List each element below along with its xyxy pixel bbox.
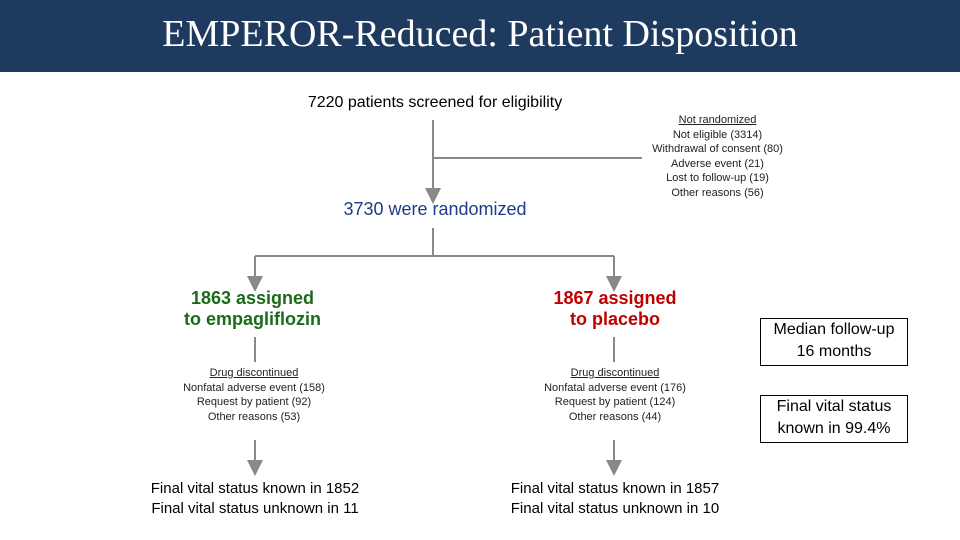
empagliflozin-vital-unknown: Final vital status unknown in 11 — [151, 500, 359, 517]
placebo-discontinued-reason: Other reasons (44) — [568, 410, 662, 423]
not-randomized-reason: Adverse event (21) — [671, 157, 764, 170]
not-randomized-reason: Lost to follow-up (19) — [666, 172, 769, 184]
page-title: EMPEROR-Reduced: Patient Disposition — [162, 13, 798, 55]
final-vital-status-box — [760, 395, 908, 443]
placebo-assigned-line2: to placebo — [569, 309, 660, 329]
empagliflozin-discontinued-reason: Nonfatal adverse event (158) — [183, 381, 325, 394]
not-randomized-block — [630, 113, 805, 200]
placebo-assigned — [520, 288, 710, 330]
randomized-label: 3730 were randomized — [343, 199, 527, 219]
placebo-final-status — [485, 479, 745, 519]
placebo-discontinued-heading: Drug discontinued — [570, 367, 660, 379]
empagliflozin-discontinued — [160, 366, 348, 424]
empagliflozin-assigned-line2: to empagliflozin — [184, 309, 321, 329]
final-vital-status-line2: known in 99.4% — [777, 420, 891, 437]
empagliflozin-discontinued-reason: Other reasons (53) — [207, 410, 301, 423]
empagliflozin-assigned-line1: 1863 assigned — [190, 288, 315, 308]
empagliflozin-discontinued-reason: Request by patient (92) — [196, 396, 312, 408]
placebo-vital-known: Final vital status known in 1857 — [510, 480, 720, 497]
empagliflozin-vital-known: Final vital status known in 1852 — [150, 480, 360, 497]
placebo-assigned-line1: 1867 assigned — [553, 288, 677, 308]
placebo-discontinued-reason: Nonfatal adverse event (176) — [544, 381, 686, 394]
not-randomized-reason: Withdrawal of consent (80) — [652, 143, 783, 155]
placebo-vital-unknown: Final vital status unknown in 10 — [510, 500, 720, 517]
placebo-discontinued — [520, 366, 710, 424]
empagliflozin-final-status — [125, 479, 385, 519]
final-vital-status-line1: Final vital status — [776, 398, 892, 415]
empagliflozin-discontinued-heading: Drug discontinued — [209, 367, 299, 379]
median-follow-up-line2: 16 months — [796, 343, 872, 360]
empagliflozin-assigned — [160, 288, 345, 330]
screened-label: 7220 patients screened for eligibility — [307, 94, 563, 111]
median-follow-up-box — [760, 318, 908, 366]
placebo-discontinued-reason: Request by patient (124) — [554, 396, 676, 408]
not-randomized-heading: Not randomized — [678, 114, 757, 126]
not-randomized-reason: Other reasons (56) — [671, 186, 764, 199]
median-follow-up-line1: Median follow-up — [773, 321, 895, 338]
not-randomized-reason: Not eligible (3314) — [672, 128, 763, 141]
